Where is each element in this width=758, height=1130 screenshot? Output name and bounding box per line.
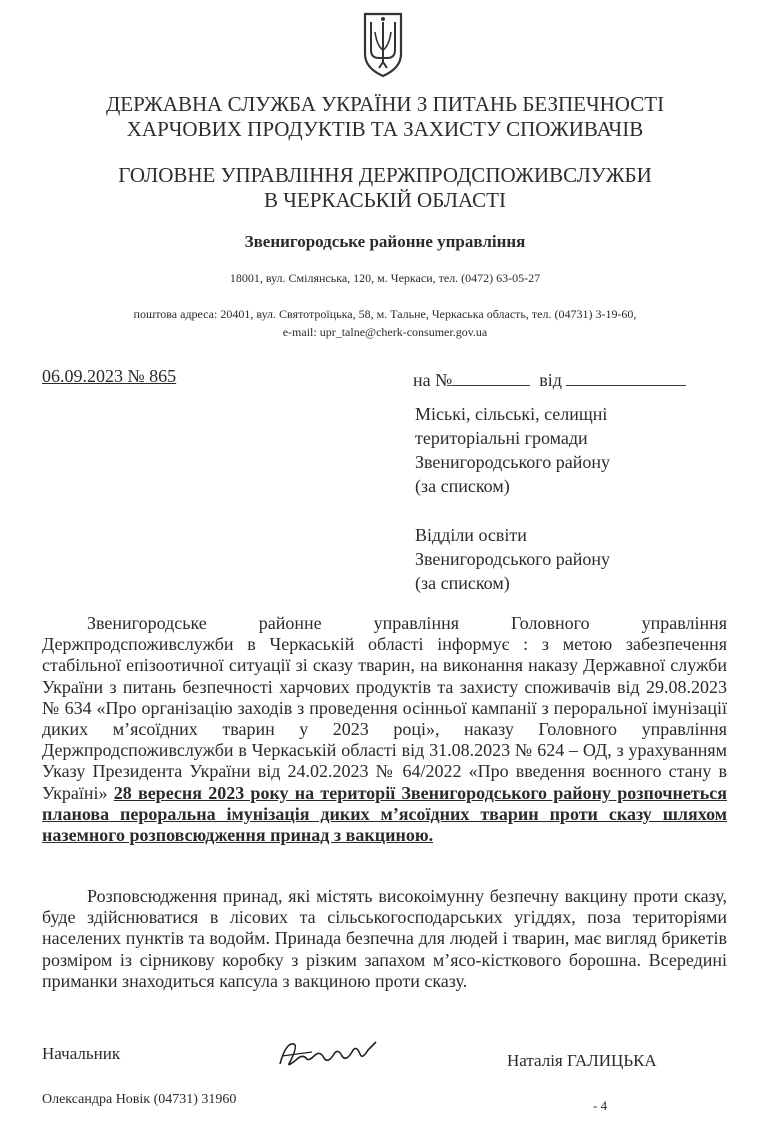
from-date-blank (566, 369, 686, 386)
on-number-label: на № (413, 370, 453, 390)
vaccination-announcement: 28 вересня 2023 року на території Звенигородського району розпочнеться планова пероральна імунізація диких м’ясоїдних тварин проти сказу шляхом наземного розповсюдження принад з вакциною. (42, 782, 727, 846)
from-label: від (539, 370, 562, 390)
postal-address: поштова адреса: 20401, вул. Святотроїцька, 58, м. Тальне, Черкаська область, тел. (04731) 3-19-60, (133, 307, 637, 321)
postal-address-block (60, 305, 710, 341)
signatory-name: Наталія ГАЛИЦЬКА (507, 1051, 657, 1070)
recipient-line: Звенигородського району (415, 452, 610, 472)
main-directorate (60, 163, 710, 213)
recipient-line: Міські, сільські, селищні (415, 404, 608, 424)
issuing-authority (60, 92, 710, 142)
executor-contact: Олександра Новік (04731) 31960 (42, 1092, 237, 1107)
page-mark: - 4 (593, 1098, 608, 1113)
contact-email: e-mail: upr_talne@cherk-consumer.gov.ua (282, 325, 488, 339)
recipient-line: Звенигородського району (415, 549, 610, 569)
date-number-text: 06.09.2023 № 865 (42, 366, 177, 386)
directorate-line-1: ГОЛОВНЕ УПРАВЛІННЯ ДЕРЖПРОДСПОЖИВСЛУЖБИ (118, 163, 652, 187)
reference-line (413, 369, 686, 391)
department-name: Звенигородське районне управління (244, 232, 526, 251)
recipient-line: територіальні громади (415, 428, 588, 448)
recipient-group-education (415, 523, 610, 595)
recipient-line: Відділи освіти (415, 525, 527, 545)
paragraph-2-text: Розповсюдження принад, які містять високоімунну безпечну вакцину проти сказу, буде здійснюватися в лісових та сільськогосподарських угіддях, поза територіями населених пунктів та водойм. Принада безпечна для людей і тварин, має вигляд брикетів розміром із сірникову коробку з різким запахом м’ясо-кісткового борошна. Всередині приманки знаходиться капсула з вакциною проти сказу. (42, 886, 727, 991)
body-paragraph-2 (42, 886, 727, 992)
trident-icon (359, 10, 407, 78)
authority-line-1: ДЕРЖАВНА СЛУЖБА УКРАЇНИ З ПИТАНЬ БЕЗПЕЧНОСТІ (105, 92, 665, 116)
recipient-line: (за списком) (415, 573, 510, 593)
signature-icon (272, 1034, 382, 1074)
on-number-blank (452, 369, 530, 386)
signatory-title: Начальник (42, 1044, 121, 1063)
recipient-line: (за списком) (415, 476, 510, 496)
recipient-group-communities (415, 402, 610, 498)
authority-line-2: ХАРЧОВИХ ПРОДУКТІВ ТА ЗАХИСТУ СПОЖИВАЧІВ (126, 117, 644, 141)
paragraph-1-text: Звенигородське районне управління Головного управління Держпродспоживслужби в Черкаській області інформує : з метою забезпечення стабільної епізоотичної ситуації зі сказу тварин, на виконання наказу Державної служби України з питань безпечності харчових продуктів та захисту споживачів від 29.08.2023 № 634 «Про організацію заходів з проведення осінньої кампанії з пероральної імунізації диких м’ясоїдних тварин у 2023 році», наказу Головного управління Держпродспоживслужби в Черкаській області від 31.08.2023 № 624 – ОД, з урахуванням Указу Президента України від 24.02.2023 № 64/2022 «Про введення воєнного стану в Україні» (42, 613, 727, 803)
directorate-line-2: В ЧЕРКАСЬКІЙ ОБЛАСТІ (264, 188, 506, 212)
body-paragraph-1 (42, 613, 727, 846)
letter-date-number (42, 366, 176, 387)
office-address: 18001, вул. Смілянська, 120, м. Черкаси, тел. (0472) 63-05-27 (229, 271, 541, 285)
